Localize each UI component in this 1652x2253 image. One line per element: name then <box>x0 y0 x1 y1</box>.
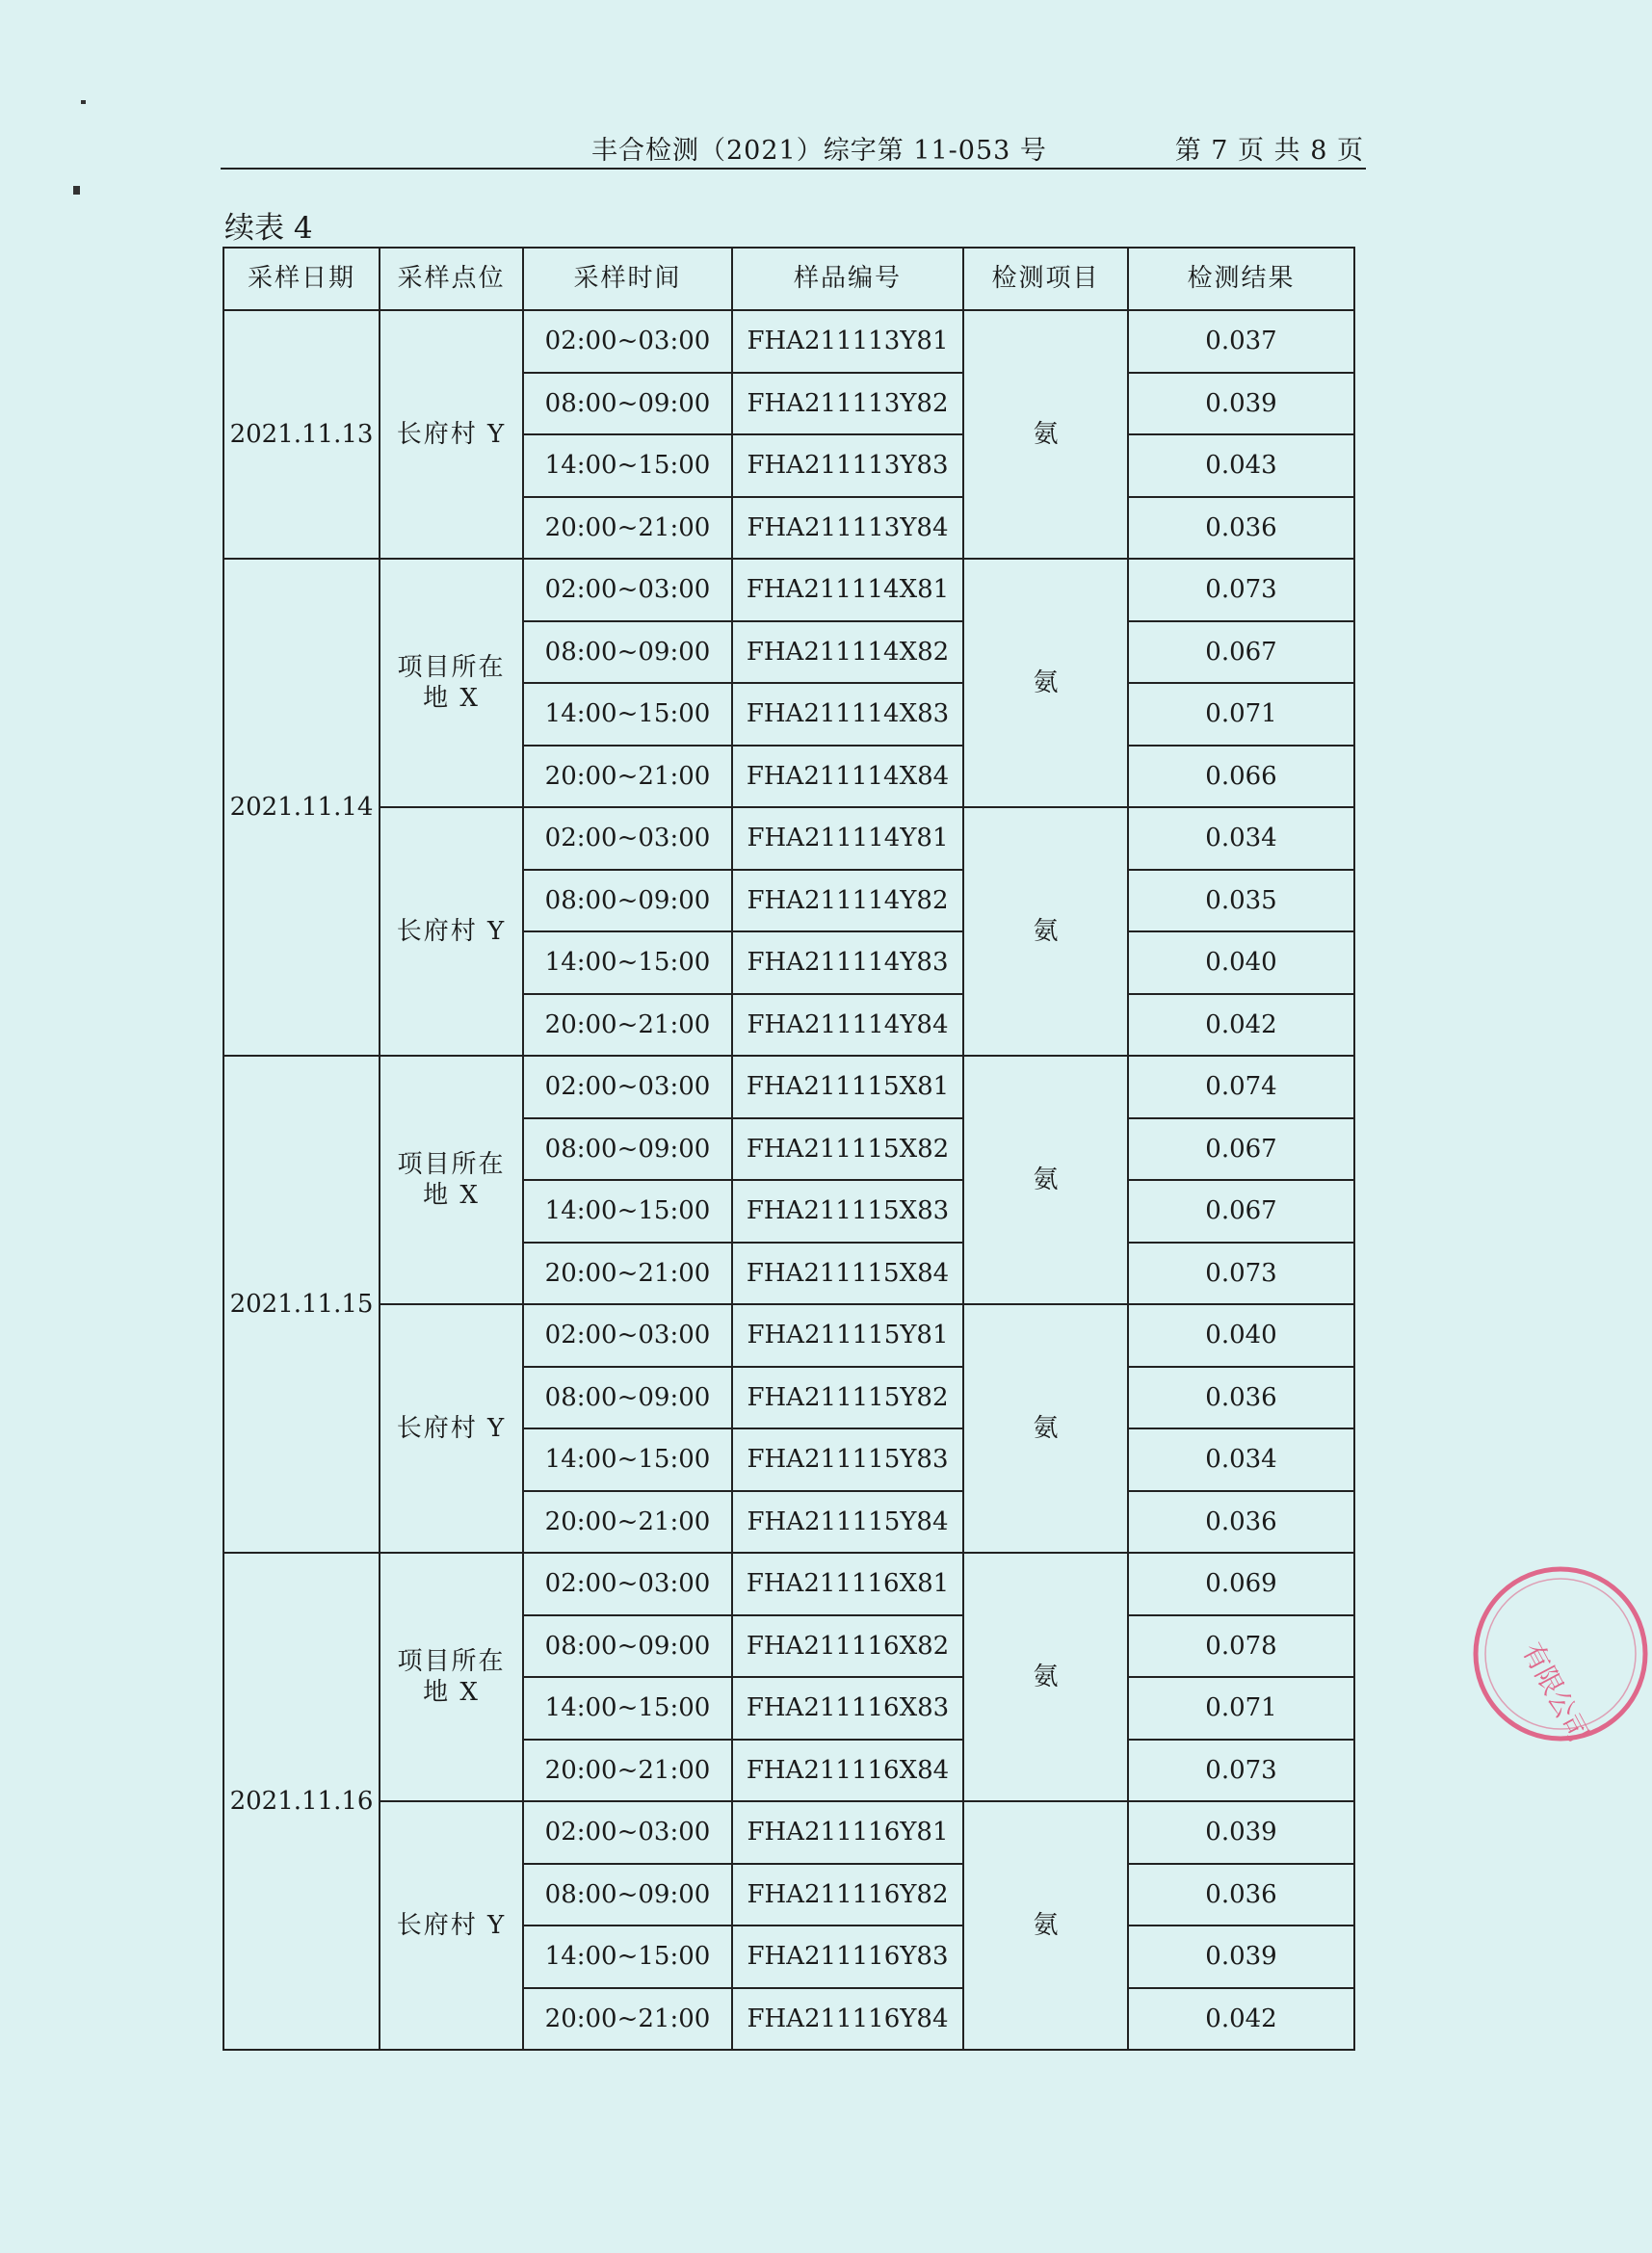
cell-test-item: 氨 <box>963 310 1128 559</box>
cell-result: 0.034 <box>1128 1428 1354 1491</box>
cell-sample-id: FHA211114Y82 <box>732 870 963 932</box>
column-header-date: 采样日期 <box>223 248 380 310</box>
cell-sample-id: FHA211114Y81 <box>732 807 963 870</box>
page-indicator: 第 7 页 共 8 页 <box>1174 136 1364 166</box>
cell-sample-id: FHA211115X84 <box>732 1243 963 1305</box>
cell-sampling-time: 14:00~15:00 <box>523 931 732 994</box>
cell-test-item: 氨 <box>963 1056 1128 1304</box>
cell-sample-id: FHA211114Y83 <box>732 931 963 994</box>
cell-sampling-time: 02:00~03:00 <box>523 1056 732 1118</box>
cell-sample-id: FHA211115X81 <box>732 1056 963 1118</box>
cell-test-item: 氨 <box>963 1553 1128 1801</box>
cell-result: 0.037 <box>1128 310 1354 373</box>
table-row <box>223 1304 1354 1367</box>
cell-sample-id: FHA211116Y81 <box>732 1801 963 1864</box>
cell-sample-id: FHA211115Y83 <box>732 1428 963 1491</box>
cell-sampling-time: 08:00~09:00 <box>523 1615 732 1678</box>
cell-result: 0.039 <box>1128 373 1354 435</box>
site-label: 项目所在地 X <box>397 1646 506 1707</box>
cell-sampling-time: 14:00~15:00 <box>523 434 732 497</box>
cell-sampling-time: 20:00~21:00 <box>523 746 732 808</box>
cell-sampling-site <box>380 559 523 807</box>
cell-sampling-site <box>380 310 523 559</box>
cell-result: 0.040 <box>1128 931 1354 994</box>
cell-sampling-time: 14:00~15:00 <box>523 683 732 746</box>
cell-result: 0.074 <box>1128 1056 1354 1118</box>
cell-sample-id: FHA211115Y81 <box>732 1304 963 1367</box>
table-row <box>223 807 1354 870</box>
cell-sampling-time: 14:00~15:00 <box>523 1180 732 1243</box>
cell-sampling-site <box>380 807 523 1056</box>
cell-sample-id: FHA211114X83 <box>732 683 963 746</box>
scan-speck <box>81 100 86 104</box>
report-number: 丰合检测（2021）综字第 11-053 号 <box>591 136 1047 166</box>
cell-result: 0.039 <box>1128 1801 1354 1864</box>
cell-test-item: 氨 <box>963 807 1128 1056</box>
cell-sample-id: FHA211116Y84 <box>732 1988 963 2051</box>
column-header-site: 采样点位 <box>380 248 523 310</box>
cell-sampling-time: 08:00~09:00 <box>523 373 732 435</box>
column-header-test-item: 检测项目 <box>963 248 1128 310</box>
cell-sampling-date: 2021.11.13 <box>223 310 380 559</box>
cell-test-item: 氨 <box>963 559 1128 807</box>
table-caption: 续表 4 <box>224 211 313 246</box>
cell-sampling-time: 02:00~03:00 <box>523 1304 732 1367</box>
cell-sample-id: FHA211114Y84 <box>732 994 963 1057</box>
cell-result: 0.078 <box>1128 1615 1354 1678</box>
cell-sample-id: FHA211113Y81 <box>732 310 963 373</box>
table-row <box>223 1056 1354 1118</box>
cell-result: 0.071 <box>1128 683 1354 746</box>
cell-result: 0.066 <box>1128 746 1354 808</box>
company-seal-stamp <box>1469 1562 1652 1748</box>
cell-test-item: 氨 <box>963 1801 1128 2050</box>
site-label: 长府村 Y <box>396 1910 507 1940</box>
cell-sampling-date: 2021.11.16 <box>223 1553 380 2050</box>
cell-sample-id: FHA211116X82 <box>732 1615 963 1678</box>
table-row <box>223 310 1354 373</box>
cell-sampling-site <box>380 1056 523 1304</box>
cell-sample-id: FHA211115Y82 <box>732 1367 963 1429</box>
column-header-result: 检测结果 <box>1128 248 1354 310</box>
cell-sampling-site <box>380 1801 523 2050</box>
cell-sampling-date: 2021.11.14 <box>223 559 380 1056</box>
cell-result: 0.042 <box>1128 994 1354 1057</box>
cell-result: 0.034 <box>1128 807 1354 870</box>
table-row <box>223 559 1354 621</box>
cell-result: 0.042 <box>1128 1988 1354 2051</box>
cell-sampling-time: 02:00~03:00 <box>523 1553 732 1615</box>
cell-sampling-time: 20:00~21:00 <box>523 1491 732 1554</box>
cell-sampling-date: 2021.11.15 <box>223 1056 380 1553</box>
cell-sample-id: FHA211114X84 <box>732 746 963 808</box>
cell-sample-id: FHA211113Y83 <box>732 434 963 497</box>
cell-sampling-time: 02:00~03:00 <box>523 559 732 621</box>
cell-sampling-time: 08:00~09:00 <box>523 621 732 684</box>
cell-sampling-site <box>380 1304 523 1553</box>
table-body <box>223 310 1354 2050</box>
table-row <box>223 1553 1354 1615</box>
table-header-row <box>223 248 1354 310</box>
cell-sample-id: FHA211116X83 <box>732 1677 963 1740</box>
cell-result: 0.039 <box>1128 1926 1354 1988</box>
cell-sampling-time: 08:00~09:00 <box>523 1118 732 1181</box>
cell-result: 0.036 <box>1128 497 1354 560</box>
cell-result: 0.073 <box>1128 559 1354 621</box>
cell-result: 0.036 <box>1128 1367 1354 1429</box>
cell-sample-id: FHA211115X83 <box>732 1180 963 1243</box>
cell-sampling-time: 02:00~03:00 <box>523 310 732 373</box>
site-label: 项目所在地 X <box>397 652 506 713</box>
site-label: 长府村 Y <box>396 916 507 946</box>
column-header-sample-id: 样品编号 <box>732 248 963 310</box>
cell-sampling-time: 08:00~09:00 <box>523 1864 732 1926</box>
cell-sampling-time: 08:00~09:00 <box>523 870 732 932</box>
results-table <box>223 247 1355 2051</box>
cell-sampling-time: 08:00~09:00 <box>523 1367 732 1429</box>
cell-result: 0.067 <box>1128 1180 1354 1243</box>
cell-sample-id: FHA211116X81 <box>732 1553 963 1615</box>
cell-result: 0.036 <box>1128 1864 1354 1926</box>
cell-sampling-time: 20:00~21:00 <box>523 1988 732 2051</box>
cell-sampling-time: 20:00~21:00 <box>523 497 732 560</box>
cell-sampling-time: 14:00~15:00 <box>523 1428 732 1491</box>
cell-sample-id: FHA211113Y82 <box>732 373 963 435</box>
cell-test-item: 氨 <box>963 1304 1128 1553</box>
site-label: 长府村 Y <box>396 419 507 449</box>
cell-result: 0.067 <box>1128 621 1354 684</box>
cell-sampling-time: 14:00~15:00 <box>523 1926 732 1988</box>
cell-result: 0.073 <box>1128 1740 1354 1802</box>
cell-result: 0.036 <box>1128 1491 1354 1554</box>
cell-sample-id: FHA211113Y84 <box>732 497 963 560</box>
page-header <box>221 123 1366 170</box>
cell-sample-id: FHA211116Y83 <box>732 1926 963 1988</box>
cell-sample-id: FHA211115X82 <box>732 1118 963 1181</box>
site-label: 项目所在地 X <box>397 1149 506 1210</box>
cell-sample-id: FHA211115Y84 <box>732 1491 963 1554</box>
cell-sampling-time: 20:00~21:00 <box>523 994 732 1057</box>
table-row <box>223 1801 1354 1864</box>
cell-sampling-time: 02:00~03:00 <box>523 807 732 870</box>
scan-speck <box>73 186 80 195</box>
cell-result: 0.069 <box>1128 1553 1354 1615</box>
cell-result: 0.067 <box>1128 1118 1354 1181</box>
cell-sampling-time: 20:00~21:00 <box>523 1740 732 1802</box>
cell-sampling-site <box>380 1553 523 1801</box>
cell-sampling-time: 02:00~03:00 <box>523 1801 732 1864</box>
cell-result: 0.035 <box>1128 870 1354 932</box>
cell-sample-id: FHA211114X82 <box>732 621 963 684</box>
cell-result: 0.043 <box>1128 434 1354 497</box>
cell-sample-id: FHA211116Y82 <box>732 1864 963 1926</box>
site-label: 长府村 Y <box>396 1413 507 1443</box>
cell-result: 0.073 <box>1128 1243 1354 1305</box>
cell-result: 0.071 <box>1128 1677 1354 1740</box>
cell-result: 0.040 <box>1128 1304 1354 1367</box>
svg-text:有限公司: 有限公司 <box>1515 1637 1595 1748</box>
cell-sample-id: FHA211116X84 <box>732 1740 963 1802</box>
cell-sampling-time: 20:00~21:00 <box>523 1243 732 1305</box>
column-header-time: 采样时间 <box>523 248 732 310</box>
cell-sampling-time: 14:00~15:00 <box>523 1677 732 1740</box>
cell-sample-id: FHA211114X81 <box>732 559 963 621</box>
